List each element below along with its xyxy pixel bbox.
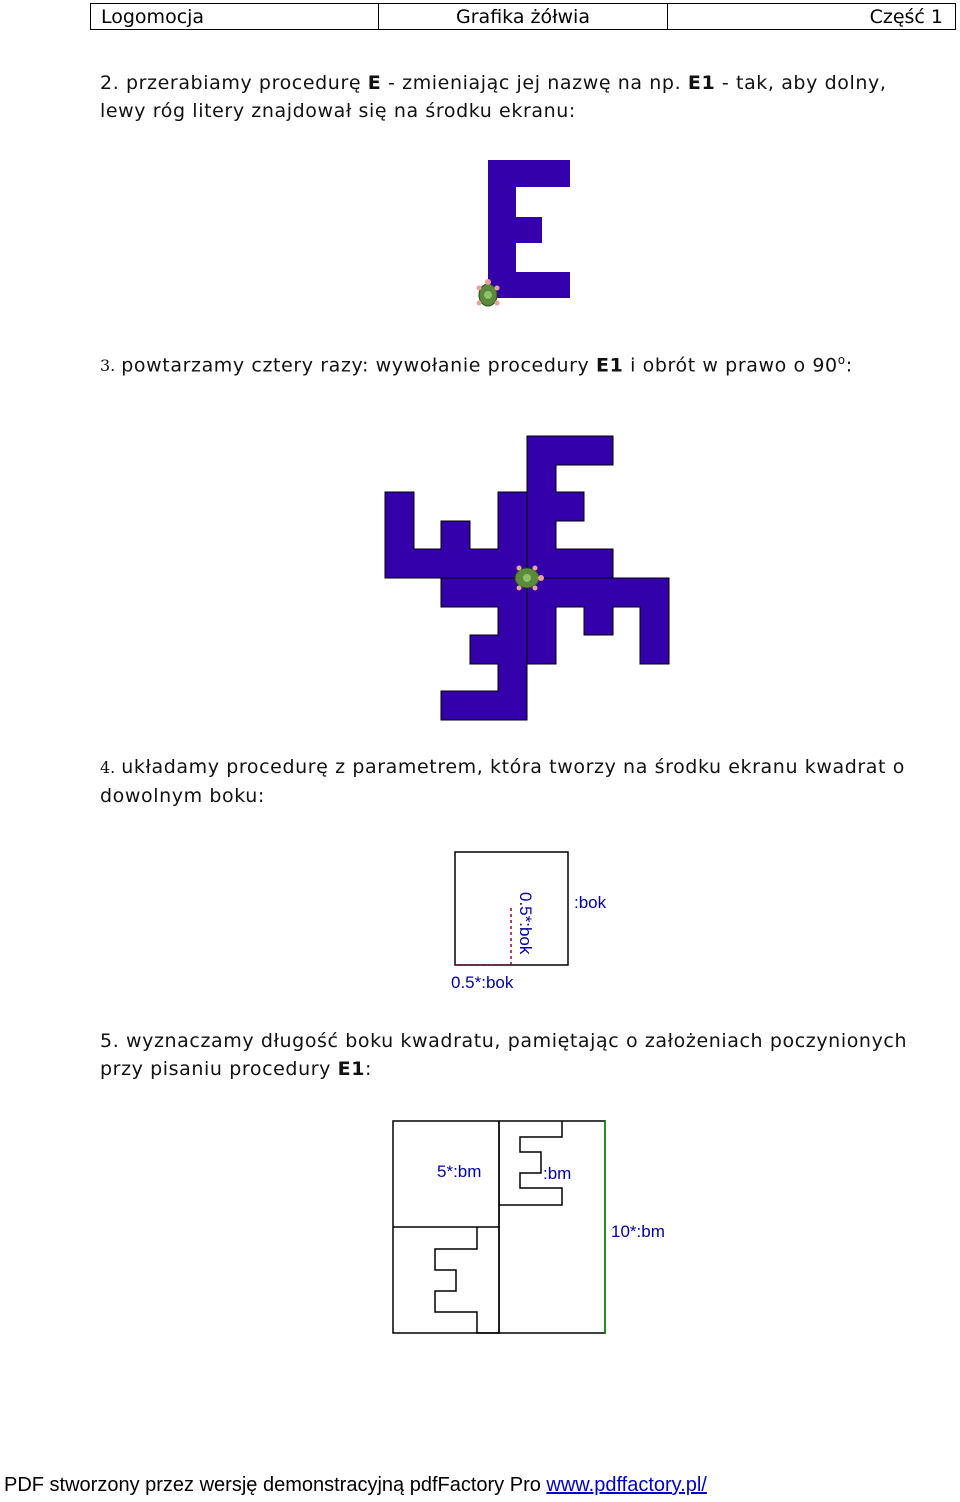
step-2-paragraph: 2. przerabiamy procedurę E - zmieniając jej nazwę na np. E1 - tak, aby dolny, lewy róg litery znajdował się na środku ekranu:	[100, 72, 887, 122]
pdf-footer: PDF stworzony przez wersję demonstracyjną pdfFactory Pro www.pdffactory.pl/	[4, 1474, 707, 1496]
e-outline-bottom	[435, 1227, 499, 1333]
step-3-paragraph: 3. powtarzamy cztery razy: wywołanie procedury E1 i obrót w prawo o 90$^o$:	[100, 353, 853, 377]
header-center: Grafika żółwia	[379, 4, 668, 29]
figure-square-bm	[385, 1115, 705, 1345]
letter-e-shape	[488, 160, 570, 298]
label-bok: :bok	[574, 893, 607, 912]
figure-letter-e	[470, 155, 580, 315]
e-down	[441, 578, 527, 720]
label-5bm: 5*:bm	[437, 1162, 482, 1181]
label-half-horizontal: 0.5*:bok	[451, 973, 514, 992]
e-right	[527, 578, 669, 664]
figure-square-bok	[440, 845, 640, 995]
header-right: Część 1	[869, 5, 943, 28]
label-half-vertical: 0.5*:bok	[516, 892, 535, 955]
e-left	[385, 492, 527, 578]
label-10bm: 10*:bm	[611, 1222, 665, 1241]
header-left: Logomocja	[91, 4, 379, 29]
e-up	[527, 436, 613, 578]
page-header	[90, 3, 956, 30]
figure-four-e-pinwheel	[380, 430, 680, 730]
label-bm: :bm	[543, 1164, 572, 1183]
step-4-paragraph: 4. układamy procedurę z parametrem, która tworzy na środku ekranu kwadrat o dowolnym boku:	[100, 756, 905, 807]
pdffactory-link[interactable]: www.pdffactory.pl/	[546, 1474, 707, 1496]
step-5-paragraph: 5. wyznaczamy długość boku kwadratu, pamiętając o założeniach poczynionych przy pisaniu procedury E1:	[100, 1030, 908, 1080]
